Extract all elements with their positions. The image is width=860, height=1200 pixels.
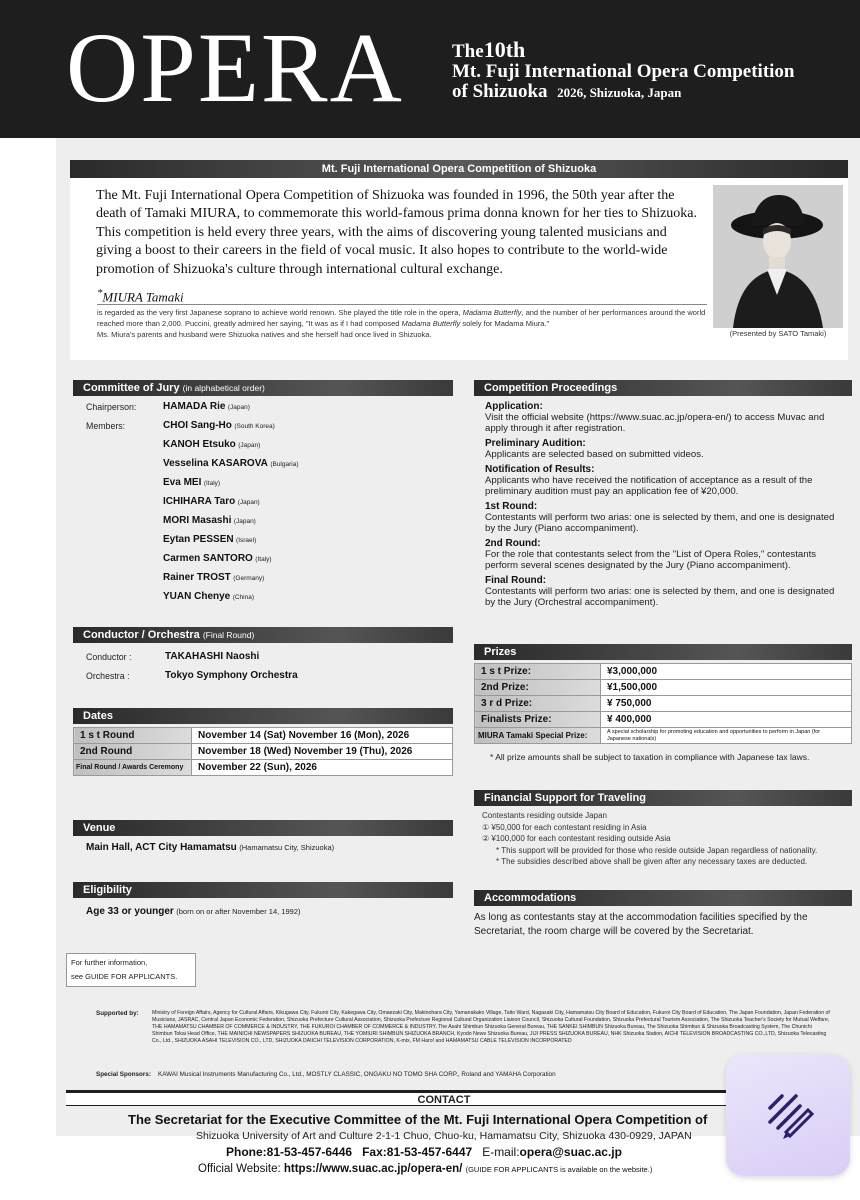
proceeding-text: Applicants are selected based on submitted videos. — [485, 449, 704, 460]
supporters-label: Supported by: — [96, 1010, 139, 1017]
date-value: November 22 (Sun), 2026 — [192, 760, 453, 776]
date-label: 2nd Round — [74, 744, 192, 760]
juror-name: Eytan PESSEN — [163, 534, 234, 545]
date-value: November 14 (Sat) November 16 (Mon), 2026 — [192, 728, 453, 744]
conductor-label: Conductor : — [86, 652, 132, 662]
financial-note: * The subsidies described above shall be given after any necessary taxes are deducted. — [496, 857, 808, 866]
portrait-caption: (Presented by SATO Tamaki) — [729, 329, 827, 338]
juror-country: (Italy) — [255, 556, 272, 563]
juror-row — [163, 515, 256, 526]
contact-org: The Secretariat for the Executive Committee of the Mt. Fuji International Opera Competition of — [128, 1112, 708, 1127]
list-item — [485, 575, 843, 608]
juror-country: (Germany) — [233, 575, 265, 582]
juror-country: (South Korea) — [234, 423, 275, 430]
contact-heading: CONTACT — [66, 1090, 822, 1106]
dates-table — [73, 727, 453, 776]
bio-line-2: Ms. Miura's parents and husband were Shizuoka natives and she herself had once lived in Shizuoka. — [97, 330, 432, 340]
date-label: 1 s t Round — [74, 728, 192, 744]
list-item — [485, 438, 843, 460]
date-label: Final Round / Awards Ceremony — [74, 760, 192, 776]
juror-row — [163, 553, 272, 564]
sponsors-text: KAWAI Musical Instruments Manufacturing Co., Ltd., MOSTLY CLASSIC, ONGAKU NO TOMO SHA CORP., Roland and YAMAHA Corporation — [158, 1071, 556, 1078]
orchestra-name — [165, 670, 298, 681]
contact-address: Shizuoka University of Art and Culture 2-1-1 Chuo, Chuo-ku, Hamamatsu City, Shizuoka 430-0929, JAPAN — [196, 1130, 692, 1142]
bio-text: , and the number of her performances around the world reached more than 2,000. Puccini, greatly admired her saying, "It was as if I had composed — [97, 308, 706, 329]
further-info-line: For further information, — [71, 958, 148, 967]
sponsors-label: Special Sponsors: — [96, 1071, 151, 1078]
annotate-button[interactable] — [726, 1054, 850, 1176]
bio-italic: Madama Butterfly — [462, 308, 522, 317]
juror-country: (China) — [232, 594, 255, 601]
miura-biography — [97, 307, 707, 341]
prize-label: 1 s t Prize: — [475, 664, 601, 680]
eligibility-detail: (born on or after November 14, 1992) — [176, 907, 301, 916]
header-subtitle — [452, 38, 852, 102]
prize-value: ¥ 750,000 — [601, 696, 852, 712]
juror-name: ICHIHARA Taro — [163, 496, 236, 507]
supporters-text: Ministry of Foreign Affairs, Agency for Cultural Affairs, Kikugawa City, Fukuroi City, Kakegawa City, Omaezaki City, Makinohara City, Yamanakako Village, Taito Ward, Nagasaki City, Hamamatsu City Board of Education, Fukuroi City Board of Education, The Japan Foundation, Japan Federation of Musicians, JASRAC, Central Japan Economic Federation, Shizuoka Prefecture Cultural Association, Shizuoka Prefecture Regional Cultural Organization Liaison Council, Shizuoka Cultural Foundation, Shizuoka Prefectural Tourism Association, The Shizuoka Teacher's Society for Mutual Welfare, THE HAMAMATSU CHAMBER OF COMMERCE & INDUSTRY, THE FUKUROI CHAMBER OF COMMERCE & INDUSTRY, The Asahi Shimbun Shizuoka General Bureau, THE SANKEI SHIMBUN Shizuoka Bureau, The Shizuoka Shimbun & Shizuoka Broadcasting System, The Chunichi Shimbun Tokai Head Office, THE MAINICHI NEWSPAPERS SHIZUOKA BUREAU, THE YOMIURI SHIMBUN SHIZUOKA BRANCH, Kyodo News Shizuoka Bureau, JIJI PRESS SHIZUOKA BUREAU, NHK Shizuoka Station, AICHI TELEVISION BROADCASTING CO.,LTD, Shizuoka Telecasting Co., Ltd., SHIZUOKA ASAHI TELEVISION CO., LTD, SHIZUOKA DAIICHI TELEVISION CORPORATION, K-mix, FM Haro! and HAMAMATSU CABLE TELEVISION INCORPORATED — [152, 1010, 830, 1045]
table-row — [475, 680, 852, 696]
financial-heading: Financial Support for Traveling — [474, 790, 852, 806]
juror-name: KANOH Etsuko — [163, 439, 236, 450]
prizes-note: * All prize amounts shall be subject to taxation in compliance with Japanese tax laws. — [490, 752, 810, 762]
juror-row — [163, 496, 260, 507]
prize-value: ¥1,500,000 — [601, 680, 852, 696]
juror-name: Eva MEI — [163, 477, 202, 488]
pen-scribble-icon — [726, 1054, 850, 1176]
venue-name: Main Hall, ACT City Hamamatsu — [86, 842, 237, 853]
website-link[interactable]: https://www.suac.ac.jp/opera-en/ — [283, 1163, 463, 1175]
accommodations-text: As long as contestants stay at the accommodation facilities specified by the Secretariat, the room charge will be covered by the Secretariat. — [474, 912, 808, 937]
proceeding-heading: 2nd Round: — [485, 538, 541, 549]
proceeding-heading: Final Round: — [485, 575, 547, 586]
contact-numbers — [226, 1145, 622, 1159]
table-row — [475, 664, 852, 680]
conductor-name-text: TAKAHASHI Naoshi — [165, 651, 260, 662]
juror-country: (Japan) — [233, 518, 256, 525]
year-location: 2026, Shizuoka, Japan — [557, 84, 682, 100]
juror-row — [163, 591, 254, 602]
jury-heading — [73, 380, 453, 396]
edition-prefix: The — [452, 41, 484, 62]
portrait-illustration — [713, 185, 843, 328]
conductor-name — [165, 651, 259, 662]
venue-location: (Hamamatsu City, Shizuoka) — [239, 843, 335, 852]
juror-country: (Japan) — [227, 404, 250, 411]
table-row — [475, 728, 852, 744]
eligibility-heading: Eligibility — [73, 882, 453, 898]
intro-paragraph: The Mt. Fuji International Opera Competition of Shizuoka was founded in 1996, the 50th year after the death of Tamaki MIURA, to commemorate this world-famous prima donna known for her ties to Shizuoka. This competition is held every three years, with the aims of discovering young talented musicians and giving a boost to their careers in the field of vocal music. It also hopes to contribute to the world-wide promotion of Shizuoka's culture through international cultural exchange. — [96, 188, 698, 277]
venue-info — [86, 842, 334, 853]
proceedings-heading: Competition Proceedings — [474, 380, 852, 396]
prize-value: ¥ 400,000 — [601, 712, 852, 728]
chairperson-label: Chairperson: — [86, 402, 137, 412]
juror-name: Vesselina KASAROVA — [163, 458, 268, 469]
juror-country: (Bulgaria) — [270, 461, 299, 468]
juror-name: MORI Masashi — [163, 515, 232, 526]
table-row — [74, 760, 453, 776]
proceedings-list — [485, 401, 843, 608]
miura-label: *MIURA Tamaki — [97, 287, 184, 305]
prize-value: ¥3,000,000 — [601, 664, 852, 680]
juror-country: (Italy) — [203, 480, 221, 487]
members-label: Members: — [86, 421, 126, 431]
juror-row — [163, 572, 264, 583]
competition-name: Mt. Fuji International Opera Competition — [452, 60, 795, 82]
financial-details — [482, 810, 850, 868]
contact-website — [198, 1163, 652, 1175]
website-note: (GUIDE FOR APPLICANTS is available on the website.) — [465, 1165, 653, 1174]
further-info-line: see GUIDE FOR APPLICANTS. — [71, 972, 178, 981]
list-item — [485, 501, 843, 534]
juror-name: Rainer TROST — [163, 572, 231, 583]
opera-title: OPERA — [66, 12, 404, 123]
table-row — [74, 744, 453, 760]
intro-heading: Mt. Fuji International Opera Competition of Shizuoka — [70, 160, 848, 178]
juror-country: (Japan) — [238, 442, 261, 449]
juror-name: HAMADA Rie — [163, 401, 226, 412]
list-item — [485, 401, 843, 434]
juror-row — [163, 458, 299, 469]
edition-number: 10th — [483, 37, 526, 62]
contact-email[interactable]: opera@suac.ac.jp — [519, 1145, 622, 1159]
portrait-photo — [713, 185, 843, 328]
list-item: ② ¥100,000 for each contestant residing outside Asia — [482, 834, 671, 843]
conductor-note: (Final Round) — [202, 630, 255, 640]
bio-italic: Madama Butterfly — [401, 319, 461, 329]
juror-name: Carmen SANTORO — [163, 553, 253, 564]
proceeding-heading: Application: — [485, 401, 543, 412]
juror-name: YUAN Chenye — [163, 591, 231, 602]
miura-label-text: MIURA Tamaki — [102, 289, 184, 305]
eligibility-age: Age 33 or younger — [86, 906, 174, 917]
further-info-box — [66, 953, 196, 987]
proceeding-heading: 1st Round: — [485, 501, 538, 512]
prize-label: 3 r d Prize: — [475, 696, 601, 712]
juror-country: (Israel) — [236, 537, 257, 544]
jury-title: Committee of Jury — [83, 382, 180, 394]
proceeding-text: Contestants will perform two arias: one is selected by them, and one is designated by the Jury (Piano accompaniment). — [485, 512, 835, 534]
proceeding-text: Applicants who have received the notification of acceptance as a result of the preliminary audition must pay an application fee of ¥20,000. — [485, 475, 813, 497]
eligibility-info — [86, 906, 301, 917]
prize-label: 2nd Prize: — [475, 680, 601, 696]
contact-phone: Phone:81-53-457-6446 — [226, 1145, 353, 1159]
proceeding-heading: Notification of Results: — [485, 464, 595, 475]
divider — [97, 304, 707, 305]
proceeding-heading: Preliminary Audition: — [485, 438, 586, 449]
of-place: of Shizuoka — [452, 80, 548, 102]
bio-line-1 — [97, 307, 707, 329]
prizes-table — [474, 663, 852, 744]
prize-value: A special scholarship for promoting education and opportunities to perform in Japan (for Japanese nationals) — [601, 728, 852, 744]
contact-fax: Fax:81-53-457-6447 — [362, 1145, 473, 1159]
table-row — [74, 728, 453, 744]
juror-name: CHOI Sang-Ho — [163, 420, 232, 431]
conductor-title: Conductor / Orchestra — [83, 629, 200, 641]
chairperson — [163, 401, 250, 412]
list-item — [485, 538, 843, 571]
proceeding-text: Visit the official website (https://www.suac.ac.jp/opera-en/) to access Muvac and apply through it after registration. — [485, 412, 825, 434]
venue-heading: Venue — [73, 820, 453, 836]
list-item: ① ¥50,000 for each contestant residing in Asia — [482, 822, 647, 832]
financial-intro: Contestants residing outside Japan — [482, 811, 607, 820]
bio-text: is regarded as the very first Japanese soprano to achieve world renown. She played the title role in the opera, — [97, 308, 463, 317]
juror-row — [163, 439, 260, 450]
financial-note: * This support will be provided for those who reside outside Japan regardless of nationality. — [496, 845, 818, 855]
list-item — [485, 464, 843, 497]
website-label: Official Website: — [198, 1163, 281, 1175]
juror-row — [163, 534, 256, 545]
proceeding-text: For the role that contestants select from the "List of Opera Roles," contestants perform several scenes designated by the Jury (Piano accompaniment). — [485, 549, 817, 571]
prize-label: Finalists Prize: — [475, 712, 601, 728]
accommodations-heading: Accommodations — [474, 890, 852, 906]
juror-row — [163, 477, 220, 488]
jury-note: (in alphabetical order) — [182, 383, 265, 393]
table-row — [475, 712, 852, 728]
proceeding-text: Contestants will perform two arias: one is selected by them, and one is designated by the Jury (Orchestral accompaniment). — [485, 586, 835, 608]
table-row — [475, 696, 852, 712]
conductor-heading — [73, 627, 453, 643]
orchestra-label: Orchestra : — [86, 671, 130, 681]
juror-row — [163, 420, 275, 431]
prize-label: MIURA Tamaki Special Prize: — [475, 728, 601, 744]
date-value: November 18 (Wed) November 19 (Thu), 2026 — [192, 744, 453, 760]
prizes-heading: Prizes — [474, 644, 852, 660]
email-label: E-mail: — [482, 1145, 520, 1159]
dates-heading: Dates — [73, 708, 453, 724]
orchestra-name-text: Tokyo Symphony Orchestra — [165, 670, 298, 681]
bio-text: solely for Madama Miura." — [460, 319, 550, 329]
juror-country: (Japan) — [237, 499, 260, 506]
